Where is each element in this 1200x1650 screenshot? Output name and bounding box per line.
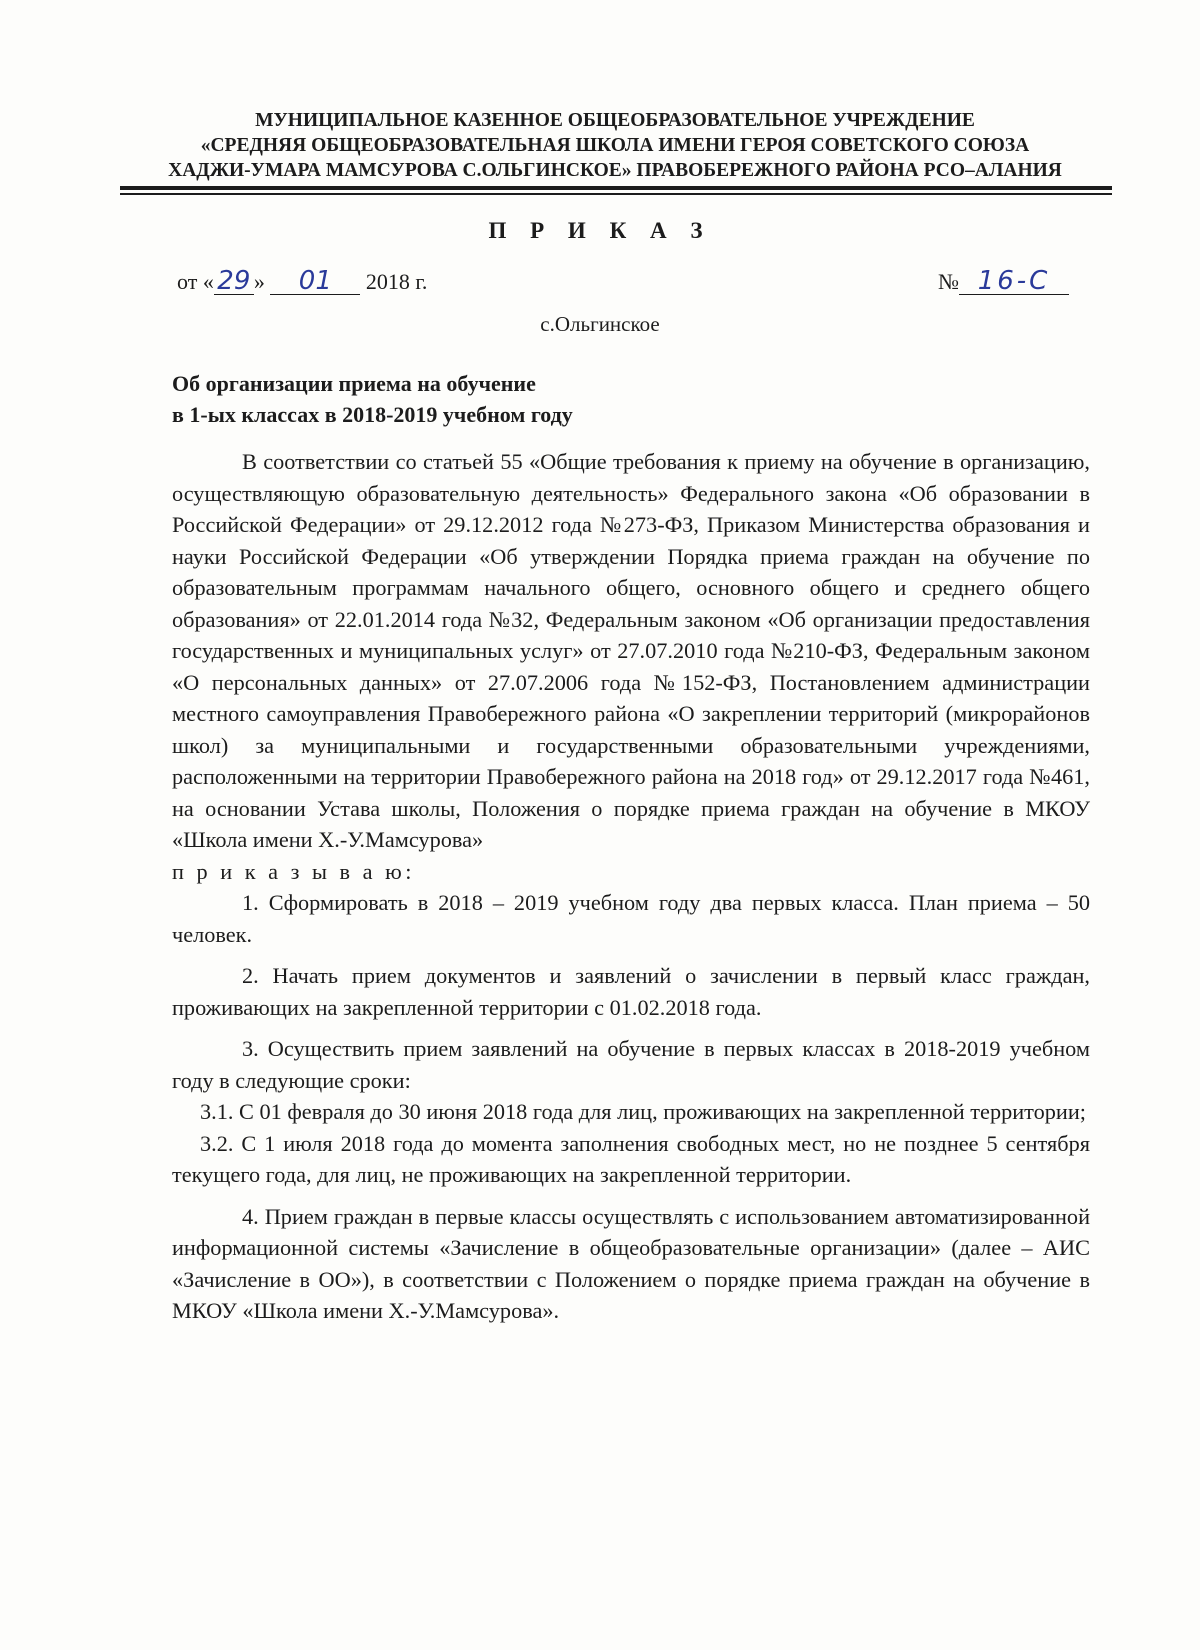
order-item-1: 1. Сформировать в 2018 – 2019 учебном году два первых класса. План приема – 50 человек. — [172, 890, 1090, 947]
organization-header — [120, 108, 1110, 183]
header-line-2: «СРЕДНЯЯ ОБЩЕОБРАЗОВАТЕЛЬНАЯ ШКОЛА ИМЕНИ ГЕРОЯ СОВЕТСКОГО СОЮЗА — [200, 135, 1030, 156]
order-date — [177, 268, 427, 295]
order-subject — [172, 368, 573, 430]
order-number — [938, 268, 1069, 295]
handwritten-number: 16-С — [959, 268, 1069, 295]
preamble-paragraph: В соответствии со статьей 55 «Общие требования к приему на обучение в организацию, осуществляющую образовательную деятельность» Федерального закона «Об образовании в Российской Федерации» от 29.12.2012 года №273-ФЗ, Приказом Министерства образования и науки Российской Федерации «Об утверждении Порядка приема граждан на обучение по образовательным программам начального общего, основного общего и среднего общего образования» от 22.01.2014 года №32, Федеральным законом «Об организации предоставления государственных и муниципальных услуг» от 27.07.2010 года №210-ФЗ, Федеральным законом «О персональных данных» от 27.07.2006 года №152-ФЗ, Постановлением администрации местного самоуправления Правобережного района «О закреплении территорий (микрорайонов школ) за муниципальными и государственными образовательными учреждениями, расположенными на территории Правобережного района на 2018 год» от 29.12.2017 года №461, на основании Устава школы, Положения о порядке приема граждан на обучение в МКОУ «Школа имени Х.-У.Мамсурова» — [172, 449, 1090, 852]
header-divider-thin — [120, 193, 1112, 195]
order-body — [172, 446, 1090, 1327]
subject-line-1: Об организации приема на обучение — [172, 371, 536, 396]
order-item-3-1: 3.1. С 01 февраля до 30 июня 2018 года для лиц, проживающих на закрепленной территории; — [200, 1099, 1086, 1124]
subject-line-2: в 1-ых классах в 2018-2019 учебном году — [172, 402, 573, 427]
header-divider-thick — [120, 186, 1112, 190]
order-item-4: 4. Прием граждан в первые классы осуществлять с использованием автоматизированной информационной системы «Зачисление в общеобразовательные организации» (далее – АИС «Зачисление в ОО»), в соответствии с Положением о порядке приема граждан на обучение в МКОУ «Школа имени Х.-У.Мамсурова». — [172, 1203, 1090, 1323]
order-item-3: 3. Осуществить прием заявлений на обучение в первых классах в 2018-2019 учебном году в следующие сроки: — [172, 1036, 1090, 1093]
header-line-3: ХАДЖИ-УМАРА МАМСУРОВА С.ОЛЬГИНСКОЕ» ПРАВОБЕРЕЖНОГО РАЙОНА РСО–АЛАНИЯ — [168, 160, 1062, 181]
handwritten-day: 29 — [214, 268, 254, 295]
date-mid: » — [253, 269, 265, 294]
order-item-2: 2. Начать прием документов и заявлений о зачислении в первый класс граждан, проживающих на закрепленной территории с 01.02.2018 года. — [172, 963, 1090, 1020]
document-place: с.Ольгинское — [540, 312, 660, 336]
document-title: П Р И К А З — [488, 218, 712, 243]
order-item-3-2: 3.2. С 1 июля 2018 года до момента заполнения свободных мест, но не позднее 5 сентября текущего года, для лиц, не проживающих на закрепленной территории. — [172, 1130, 1090, 1187]
date-suffix: 2018 г. — [365, 269, 428, 294]
order-word: п р и к а з ы в а ю: — [172, 858, 415, 884]
date-prefix: от « — [177, 269, 214, 294]
header-line-1: МУНИЦИПАЛЬНОЕ КАЗЕННОЕ ОБЩЕОБРАЗОВАТЕЛЬНОЕ УЧРЕЖДЕНИЕ — [255, 110, 975, 131]
number-prefix: № — [938, 269, 959, 294]
handwritten-month: 01 — [270, 268, 360, 295]
